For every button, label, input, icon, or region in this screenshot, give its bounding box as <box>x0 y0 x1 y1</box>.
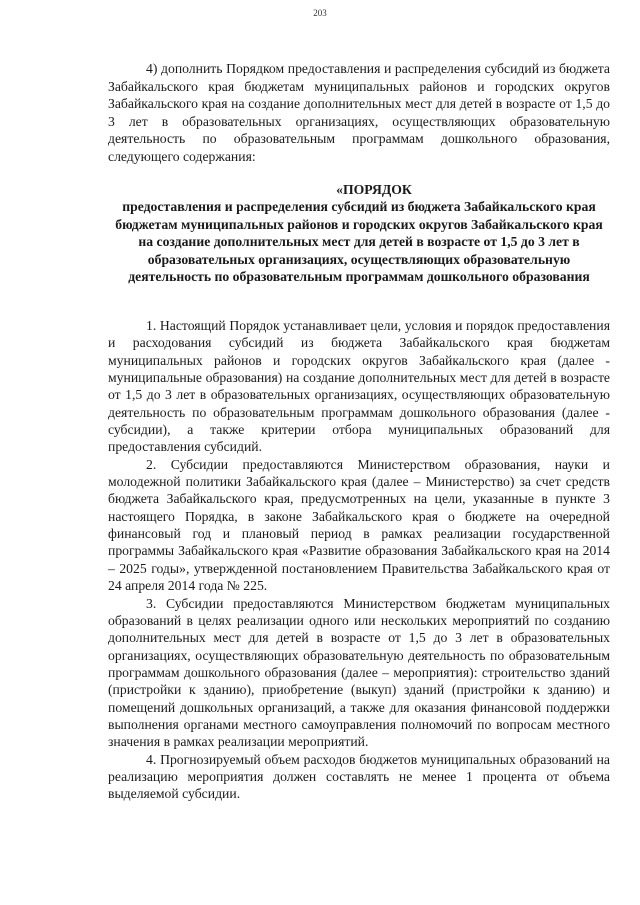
paragraph-2: 2. Субсидии предоставляются Министерством образования, науки и молодежной политики Забайкальского края (далее – Министерство) за счет средств бюджета Забайкальского края, предусмотренных на цели, указанные в пункте 3 настоящего Порядка, в законе Забайкальского края о бюджете на очередной финансовый год и плановый период в рамках реализации государственной программы Забайкальского края «Развитие образования Забайкальского края на 2014 – 2025 годы», утвержденной постановлением Правительства Забайкальского края от 24 апреля 2014 года № 225. <box>108 456 610 594</box>
order-heading-title: «ПОРЯДОК <box>336 182 412 197</box>
order-body <box>108 317 610 803</box>
paragraph-4: 4. Прогнозируемый объем расходов бюджетов муниципальных образований на реализацию мероприятия должен составлять не менее 1 процента от объема выделяемой субсидии. <box>108 751 610 802</box>
order-heading-subtitle: предоставления и распределения субсидий из бюджета Забайкальского края бюджетам муниципальных районов и городских округов Забайкальского края на создание дополнительных мест для детей в возрасте от 1,5 до 3 лет в образовательных организациях, осуществляющих образовательную деятельность по образовательным программам дошкольного образования <box>115 199 603 285</box>
paragraph-1: 1. Настоящий Порядок устанавливает цели, условия и порядок предоставления и расходования субсидий из бюджета Забайкальского края бюджетам муниципальных районов и городских округов Забайкальского края (далее - муниципальные образования) на создание дополнительных мест для детей в возрасте от 1,5 до 3 лет в образовательных организациях, осуществляющих образовательную деятельность по образовательным программам дошкольного образования (далее - субсидии), а также критерии отбора муниципальных образований для предоставления субсидий. <box>108 318 610 455</box>
intro-paragraph: 4) дополнить Порядком предоставления и распределения субсидий из бюджета Забайкальского края бюджетам муниципальных районов и городских округов Забайкальского края на создание дополнительных мест для детей в возрасте от 1,5 до 3 лет в образовательных организациях, осуществляющих образовательную деятельность по образовательным программам дошкольного образования, следующего содержания: <box>108 61 610 164</box>
order-heading <box>108 181 610 285</box>
paragraph-3: 3. Субсидии предоставляются Министерством бюджетам муниципальных образований в целях реализации одного или нескольких мероприятий по созданию дополнительных мест для детей в возрасте от 1,5 до 3 лет в образовательных организациях, осуществляющих образовательную деятельность по образовательным программам дошкольного образования (далее – мероприятия): строительство зданий (пристройки к зданию), приобретение (выкуп) зданий (пристройки к зданию) и помещений дошкольных организаций, а также для оказания финансовой поддержки выполнения органами местного самоуправления полномочий по вопросам местного значения в рамках реализации мероприятий. <box>108 595 610 750</box>
page-number: 203 <box>313 8 327 18</box>
